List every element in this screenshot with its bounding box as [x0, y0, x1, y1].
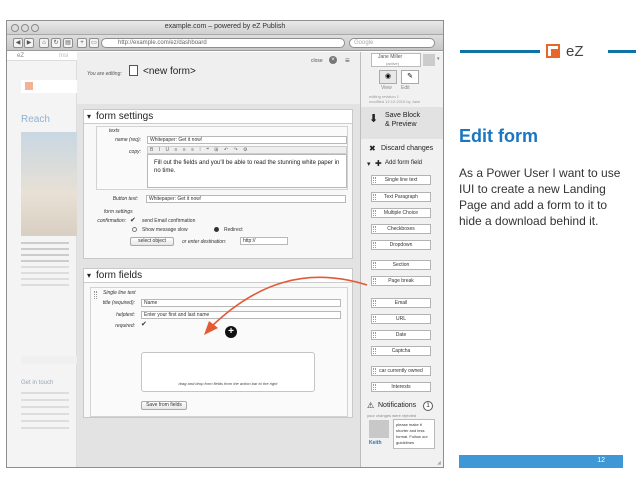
field-button-label: Single line text	[384, 177, 418, 183]
single-line-label: Single line text	[103, 290, 136, 296]
send-email-label: send Email confirmation	[142, 218, 196, 224]
drop-zone-hint: drag and drop form fields from the action bar to the right	[178, 381, 278, 386]
redirect-label: Redirect	[224, 227, 243, 233]
notification-subtext: your changes were rejected	[367, 413, 417, 418]
notifications-label[interactable]: Notifications	[378, 402, 417, 409]
or-enter-label: or enter destination:	[182, 239, 227, 245]
field-button-label: Section	[392, 262, 410, 268]
title-label: title (required):	[102, 300, 135, 306]
reader-button[interactable]: ▭	[89, 38, 99, 48]
note-author[interactable]: Keith	[369, 440, 382, 446]
helptext-input[interactable]: Enter your first and last name	[141, 311, 341, 319]
edit-toggle-button[interactable]: ✎	[401, 70, 419, 84]
slide-heading: Edit form	[459, 126, 538, 146]
save-down-arrow-icon: ⬇	[369, 113, 379, 125]
address-bar[interactable]: http://example.com/ez/dashboard	[101, 38, 345, 48]
user-menu-chevron-icon[interactable]: ▾	[437, 56, 440, 62]
expand-add-field-icon[interactable]: ▾	[367, 161, 371, 168]
teaser-heading: Reach	[21, 114, 50, 125]
document-title: <new form>	[143, 66, 196, 77]
title-input[interactable]: Name	[141, 299, 341, 307]
show-message-label: Show message slow	[142, 227, 188, 233]
and-preview-label: & Preview	[385, 121, 417, 128]
refresh-button[interactable]: ↻	[51, 38, 61, 48]
slide-footer	[459, 455, 623, 468]
form-fields-header[interactable]: ▾ form fields	[84, 269, 352, 283]
required-checkbox[interactable]: ✔	[141, 321, 147, 328]
contact-heading: Get in touch	[21, 380, 54, 386]
rich-text-toolbar[interactable]: B I U ≡ ≡ ≡ ⁞ ❝ ⊞ ↶ ↷ ⚙	[147, 146, 347, 154]
bookmark-button[interactable]: ▤	[63, 38, 73, 48]
revision-line-1: editing revision 1	[369, 94, 400, 99]
form-settings-header[interactable]: ▾ form settings	[84, 110, 352, 124]
resize-grip-icon[interactable]: ◢	[437, 460, 441, 466]
logo-fill-icon	[551, 49, 560, 58]
field-button-label: Page break	[388, 278, 414, 284]
nav-text: Insi	[59, 53, 69, 59]
user-name: Jane Miller	[378, 54, 403, 60]
field-button-label: Captcha	[391, 348, 411, 354]
notification-count-badge[interactable]: 1	[423, 401, 433, 411]
texts-group-label: texts	[109, 128, 120, 134]
editing-label: You are editing:	[87, 71, 122, 77]
field-button-label: Checkboxes	[387, 226, 415, 232]
destination-input[interactable]: http://	[240, 237, 288, 245]
select-object-label: select object	[138, 238, 166, 244]
ez-logo	[546, 42, 606, 60]
back-button[interactable]: ◀	[13, 38, 23, 48]
close-label[interactable]: close	[311, 58, 323, 64]
brand-line-right	[608, 50, 636, 53]
slide-description: As a Power User I want to use IUI to create a new Landing Page and add a form to it to hide a download behind it.	[459, 166, 621, 228]
required-label: required:	[115, 323, 135, 329]
field-button-label: Email	[394, 300, 408, 306]
helptext-label: helptext:	[116, 312, 135, 318]
name-label: name (req):	[115, 137, 141, 143]
search-field[interactable]: Google	[349, 38, 435, 48]
field-button-label: Interests	[391, 384, 411, 390]
button-text-input[interactable]: Whitepaper: Get it now!	[146, 195, 346, 203]
site-tab-label: eZ	[17, 53, 25, 59]
drop-plus-icon: +	[225, 326, 237, 338]
forward-button[interactable]: ▶	[24, 38, 34, 48]
revision-line-2: modified 12.12.2010 by Jane	[369, 99, 421, 104]
user-status: (active)	[386, 61, 400, 66]
brand-line-left	[460, 50, 540, 53]
field-button-label: car currently owned	[379, 368, 423, 374]
sub-settings-label: form settings	[104, 209, 133, 215]
add-form-field-label: Add form field	[385, 160, 423, 166]
field-button-label: Dropdown	[389, 242, 413, 248]
field-button-label: Date	[395, 332, 407, 338]
field-button-label: Text Paragraph	[384, 194, 418, 200]
drag-arrow	[7, 21, 444, 468]
note-bubble: please make it shorter and less formal. Follow our guidelines	[393, 419, 435, 449]
save-fields-label: Save from fields	[146, 402, 182, 408]
send-email-checkbox[interactable]: ✔	[130, 217, 136, 224]
copy-label: copy:	[129, 149, 141, 155]
view-label: View	[381, 85, 392, 91]
page-number: 12	[597, 457, 605, 464]
warning-icon: ⚠	[367, 401, 375, 410]
logo-text: eZ	[566, 43, 584, 60]
browser-window	[6, 20, 444, 468]
field-button-label: URL	[395, 316, 406, 322]
save-block-label: Save Block	[385, 112, 421, 119]
button-text-label: Button text:	[112, 196, 138, 202]
discard-changes-label[interactable]: Discard changes	[381, 145, 434, 152]
add-tab-button[interactable]: +	[77, 38, 87, 48]
edit-label: Edit	[401, 85, 410, 91]
confirmation-label: confirmation:	[97, 218, 126, 224]
copy-textarea[interactable]: Fill out the fields and you'll be able to read the stunning white paper in no time.	[147, 154, 347, 188]
home-button[interactable]: ⌂	[39, 38, 49, 48]
menu-icon[interactable]: ≡	[345, 56, 350, 65]
window-title: example.com – powered by eZ Publish	[164, 23, 286, 30]
view-toggle-button[interactable]: ◉	[379, 70, 397, 84]
add-field-plus-icon: ✚	[375, 159, 382, 168]
discard-x-icon[interactable]: ✖	[369, 144, 376, 153]
field-button-label: Multiple Choice	[383, 210, 419, 216]
name-input[interactable]: Whitepaper: Get it now!	[147, 136, 347, 144]
close-icon[interactable]: ×	[329, 56, 337, 64]
